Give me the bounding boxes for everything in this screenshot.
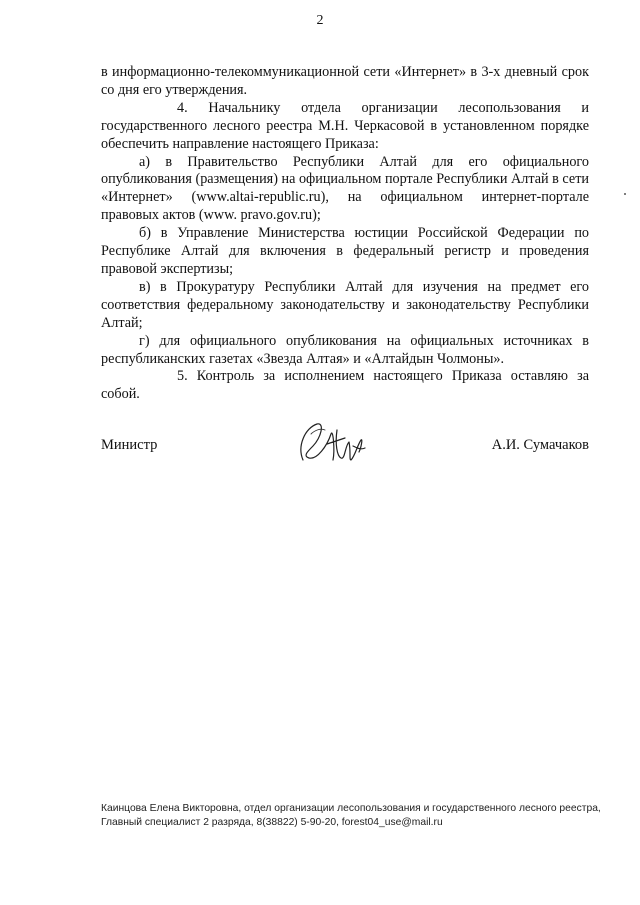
paragraph-4g: г) для официального опубликования на официальных источниках в республиканских газетах «Звезда Алтая» и «Алтайдын Чолмоны». (101, 332, 589, 367)
footer-contact (101, 802, 601, 829)
signature-block (101, 424, 589, 474)
paragraph-4a: а) в Правительство Республики Алтай для его официального опубликования (размещения) на официальном портале Республики Алтай в сети «Интернет» (www.altai-republic.ru), на официальном интернет-портале правовых актов (www. pravo.gov.ru); (101, 153, 589, 224)
paragraph-intro: в информационно-телекоммуникационной сети «Интернет» в 3-х дневный срок со дня его утверждения. (101, 64, 589, 98)
document-body (101, 64, 589, 404)
page-number: 2 (316, 13, 324, 28)
signer-name: А.И. Сумачаков (491, 437, 589, 453)
margin-mark (624, 193, 626, 195)
paragraph-5 (101, 368, 589, 404)
paragraph-4b: б) в Управление Министерства юстиции Российской Федерации по Республике Алтай для включения в федеральный регистр и проведения правовой экспертизы; (101, 225, 589, 277)
paragraph-5-number: 5. (177, 368, 188, 385)
footer-line-1: Каинцова Елена Викторовна, отдел организации лесопользования и государственного лесного реестра, (101, 803, 601, 814)
paragraph-5-text: Контроль за исполнением настоящего Приказа оставляю за собой. (101, 368, 589, 403)
signer-title: Министр (101, 437, 158, 453)
footer-line-2: Главный специалист 2 разряда, 8(38822) 5-90-20, forest04_use@mail.ru (101, 816, 443, 828)
paragraph-4v: в) в Прокуратуру Республики Алтай для изучения на предмет его соответствия федеральному законодательству и законодательству Республики Алтай; (101, 278, 589, 331)
handwritten-signature (291, 416, 371, 468)
paragraph-4 (101, 100, 589, 154)
paragraph-4-number: 4. (177, 99, 188, 116)
paragraph-4-text: Начальнику отдела организации лесопользования и государственного лесного реестра М.Н. Черкасовой в установленном порядке обеспечить направление настоящего Приказа: (101, 99, 589, 152)
